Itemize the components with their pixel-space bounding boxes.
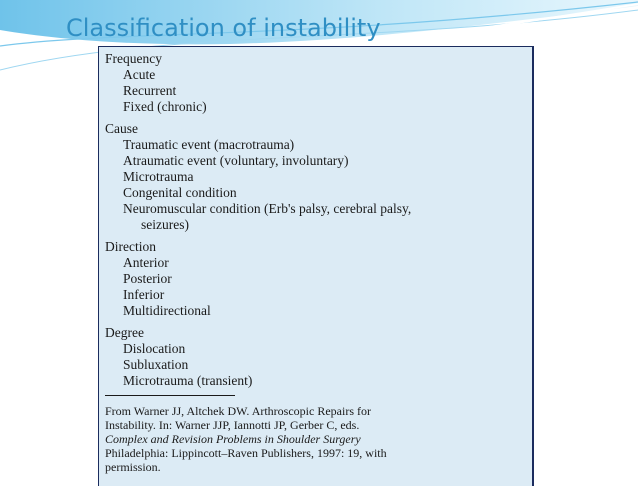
citation-book-title: Complex and Revision Problems in Shoulder Surgery [105, 432, 361, 446]
group-direction [105, 239, 526, 319]
citation [105, 404, 526, 474]
citation-line: From Warner JJ, Altchek DW. Arthroscopic Repairs for [105, 404, 371, 418]
list-item: Traumatic event (macrotrauma) [123, 137, 295, 152]
list-item: Multidirectional [123, 303, 211, 318]
slide-title: Classification of instability [66, 14, 381, 42]
citation-line: Philadelphia: Lippincott–Raven Publishers, 1997: 19, with [105, 446, 387, 460]
list-item: Atraumatic event (voluntary, involuntary) [123, 153, 349, 168]
classification-table [98, 46, 534, 486]
list-item-continuation: seizures) [141, 217, 189, 232]
list-item: Subluxation [123, 357, 189, 372]
group-cause [105, 121, 526, 233]
list-item: Fixed (chronic) [123, 99, 207, 114]
list-item: Microtrauma (transient) [123, 373, 253, 388]
list-item: Anterior [123, 255, 169, 270]
list-item: Congenital condition [123, 185, 237, 200]
group-degree [105, 325, 526, 389]
group-heading: Degree [105, 325, 144, 340]
list-item: Acute [123, 67, 156, 82]
list-item: Microtrauma [123, 169, 194, 184]
list-item: Inferior [123, 287, 165, 302]
group-heading: Frequency [105, 51, 162, 66]
list-item: Posterior [123, 271, 172, 286]
list-item: Neuromuscular condition (Erb's palsy, cerebral palsy, [123, 201, 412, 216]
group-frequency [105, 51, 526, 115]
footnote-divider [105, 395, 235, 396]
group-heading: Direction [105, 239, 156, 254]
group-heading: Cause [105, 121, 138, 136]
citation-line: permission. [105, 460, 161, 474]
list-item: Recurrent [123, 83, 177, 98]
list-item: Dislocation [123, 341, 186, 356]
citation-line: Instability. In: Warner JJP, Iannotti JP, Gerber C, eds. [105, 418, 360, 432]
